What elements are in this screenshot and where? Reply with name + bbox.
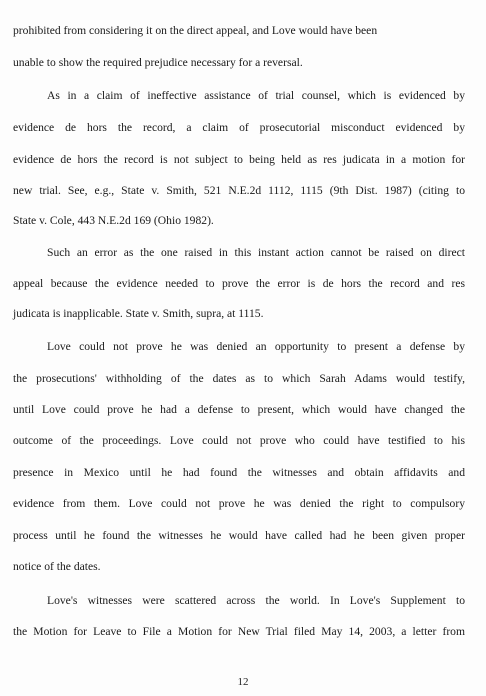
text-line: Love could not prove he was denied an opportunity to present a defense by xyxy=(47,340,465,353)
text-line: appeal because the evidence needed to prove the error is de hors the record and res xyxy=(13,277,465,290)
text-line: until Love could prove he had a defense to present, which would have changed the xyxy=(13,403,465,416)
text-line: evidence de hors the record, a claim of prosecutorial misconduct evidenced by xyxy=(13,121,465,134)
text-line: Such an error as the one raised in this instant action cannot be raised on direct xyxy=(47,246,465,259)
text-line: presence in Mexico until he had found the witnesses and obtain affidavits and xyxy=(13,466,465,479)
text-line: unable to show the required prejudice necessary for a reversal. xyxy=(13,56,303,69)
text-line: new trial. See, e.g., State v. Smith, 521 N.E.2d 1112, 1115 (9th Dist. 1987) (citing to xyxy=(13,184,465,197)
text-line: Love's witnesses were scattered across the world. In Love's Supplement to xyxy=(47,594,465,607)
text-line: the prosecutions' withholding of the dates as to which Sarah Adams would testify, xyxy=(13,372,465,385)
text-line: the Motion for Leave to File a Motion for New Trial filed May 14, 2003, a letter from xyxy=(13,625,465,638)
text-line: evidence from them. Love could not prove he was denied the right to compulsory xyxy=(13,497,465,510)
text-line: judicata is inapplicable. State v. Smith, supra, at 1115. xyxy=(13,307,264,320)
text-line: As in a claim of ineffective assistance of trial counsel, which is evidenced by xyxy=(47,89,465,102)
text-line: State v. Cole, 443 N.E.2d 169 (Ohio 1982). xyxy=(13,214,214,227)
text-line: process until he found the witnesses he would have called had he been given proper xyxy=(13,529,465,542)
text-line: prohibited from considering it on the direct appeal, and Love would have been xyxy=(13,24,378,37)
text-line: evidence de hors the record is not subject to being held as res judicata in a motion for xyxy=(13,153,465,166)
text-line: outcome of the proceedings. Love could not prove who could have testified to his xyxy=(13,434,465,447)
page-number: 12 xyxy=(237,676,249,688)
text-line: notice of the dates. xyxy=(13,560,101,573)
